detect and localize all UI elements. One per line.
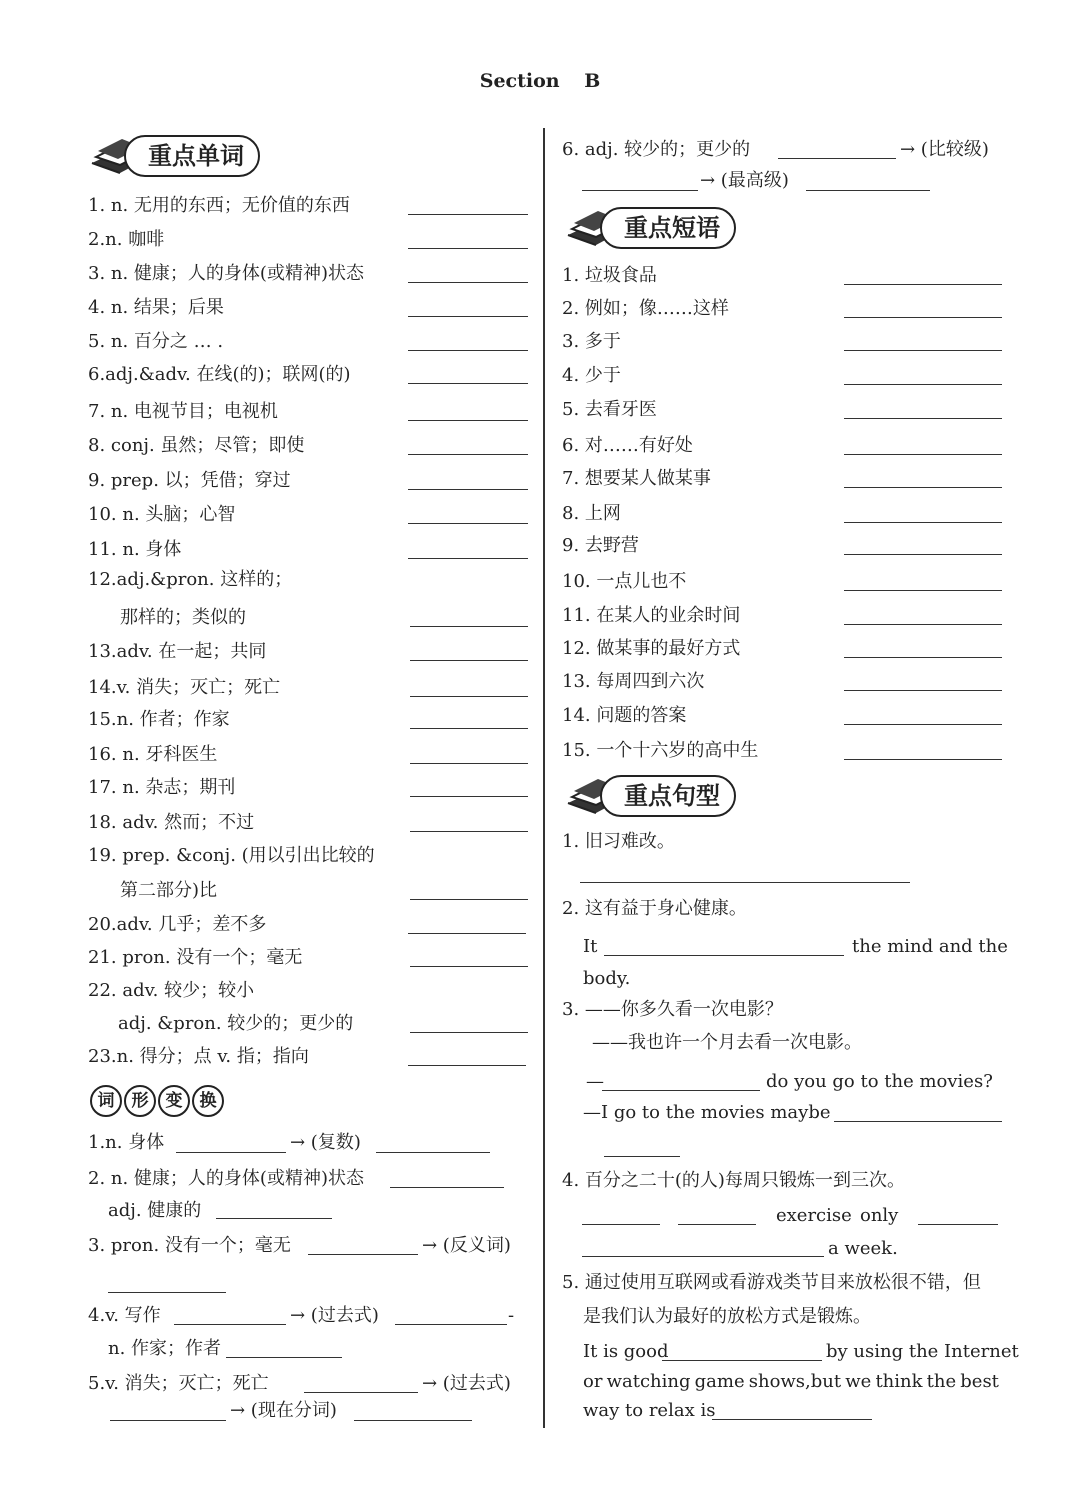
vocab-item-blank[interactable] [408, 558, 528, 559]
vocab-item-label: 7. n. 电视节目；电视机 [88, 401, 278, 422]
vocab-item-blank[interactable] [408, 214, 528, 215]
vocab-item-label: 16. n. 牙科医生 [88, 744, 218, 765]
phrase-banner [564, 205, 754, 251]
sentence-3-question: do you go to the movies? [766, 1071, 993, 1092]
transform-char: 词 [90, 1085, 122, 1117]
transform-5-blank-c[interactable] [354, 1420, 472, 1421]
vocab-item-label: 12.adj.&pron. 这样的； [88, 569, 293, 590]
sentence-2-prompt: 2. 这有益于身心健康。 [562, 898, 747, 919]
transform-4-blank-c[interactable] [226, 1357, 342, 1358]
phrase-banner-label: 重点短语 [600, 207, 736, 249]
sentence-1-blank[interactable] [580, 882, 910, 883]
vocab-item-blank[interactable] [408, 316, 528, 317]
sentence-3-answer: —I go to the movies maybe [583, 1102, 831, 1123]
vocab-item-blank[interactable] [408, 489, 528, 490]
transform-5-label: 5.v. 消失；灭亡；死亡 [88, 1373, 269, 1394]
sentence-2-body: body. [583, 968, 631, 989]
sentence-3-prompt: 3. ——你多久看一次电影？ [562, 999, 783, 1020]
transform-5-blank-a[interactable] [304, 1392, 418, 1393]
vocab-item-blank[interactable] [408, 383, 528, 384]
vocab-item-label: 6.adj.&adv. 在线(的)；联网(的) [88, 364, 351, 385]
transform-4-noun: n. 作家；作者 [108, 1338, 222, 1359]
vocab-item-blank[interactable] [410, 626, 528, 627]
vocab-item-blank[interactable] [410, 796, 528, 797]
phrase-item-blank[interactable] [844, 759, 1002, 760]
sentence-5-word: we [845, 1371, 872, 1392]
vocab-banner [88, 133, 278, 179]
sentence-4-prompt: 4. 百分之二十(的人)每周只锻炼一到三次。 [562, 1170, 905, 1191]
sentence-4-week: a week. [828, 1238, 898, 1259]
sentence-3-blank-c[interactable] [604, 1156, 680, 1157]
sentence-5-way-to-relax: way to relax is [583, 1400, 716, 1421]
phrase-item-label: 9. 去野营 [562, 535, 639, 556]
vocab-item-label: 15.n. 作者；作家 [88, 709, 230, 730]
vocab-item-blank[interactable] [410, 660, 528, 661]
vocab-item-label: 22. adv. 较少；较小 [88, 980, 255, 1001]
phrase-item-label: 2. 例如；像……这样 [562, 298, 729, 319]
vocab-item-label: 5. n. 百分之 … . [88, 331, 224, 352]
sentence-2-rest: the mind and the [852, 936, 1008, 957]
vocab-item-blank[interactable] [408, 454, 528, 455]
transform-5-blank-b[interactable] [110, 1420, 226, 1421]
phrase-item-blank[interactable] [844, 418, 1002, 419]
vocab-item-label: 3. n. 健康；人的身体(或精神)状态 [88, 263, 364, 284]
sentence-5-prompt: 5. 通过使用互联网或看游戏类节目来放松很不错，但 [562, 1272, 981, 1293]
vocab-item-label: 23.n. 得分；点 v. 指；指向 [88, 1046, 309, 1067]
vocab-item-label: 9. prep. 以；凭借；穿过 [88, 470, 291, 491]
sentence-5-blank-a[interactable] [662, 1360, 822, 1361]
vocab-item-label: adj. &pron. 较少的；更少的 [118, 1013, 354, 1034]
vocab-item-label: 11. n. 身体 [88, 539, 182, 560]
phrase-item-blank[interactable] [844, 350, 1002, 351]
sentence-4-blank-a[interactable] [582, 1224, 660, 1225]
phrase-item-blank[interactable] [844, 317, 1002, 318]
vocab-item-blank[interactable] [410, 1032, 528, 1033]
vocab-item-label: 17. n. 杂志；期刊 [88, 777, 236, 798]
phrase-item-blank[interactable] [844, 384, 1002, 385]
transform-3-arrow: → (反义词) [422, 1235, 511, 1256]
sentence-1-prompt: 1. 旧习难改。 [562, 831, 675, 852]
transform-char: 换 [192, 1085, 224, 1117]
vocab-item-blank[interactable] [408, 1065, 526, 1066]
phrase-item-blank[interactable] [844, 284, 1002, 285]
transform-2-blank-b[interactable] [216, 1218, 332, 1219]
vocab-item-label: 14.v. 消失；灭亡；死亡 [88, 677, 281, 698]
phrase-item-label: 15. 一个十六岁的高中生 [562, 740, 759, 761]
sentence-5-word: or [583, 1371, 603, 1392]
phrase-item-blank[interactable] [844, 690, 1002, 691]
phrase-item-label: 5. 去看牙医 [562, 399, 657, 420]
phrase-item-blank[interactable] [844, 724, 1002, 725]
vocab-item-label: 21. pron. 没有一个；毫无 [88, 947, 303, 968]
vocab-6-label: 6. adj. 较少的；更少的 [562, 139, 751, 160]
page-title: Section B [479, 70, 601, 92]
sentence-5-blank-b[interactable] [712, 1419, 872, 1420]
sentence-5-word: game [694, 1371, 745, 1392]
vocab-6-blank-b[interactable] [582, 190, 698, 191]
vocab-item-label: 1. n. 无用的东西；无价值的东西 [88, 195, 350, 216]
transform-1-blank-b[interactable] [376, 1152, 490, 1153]
vocab-item-label: 第二部分)比 [120, 880, 218, 901]
sentence-3-dash: — [586, 1071, 604, 1092]
transform-2-blank-a[interactable] [390, 1187, 504, 1188]
transform-3-label: 3. pron. 没有一个；毫无 [88, 1235, 291, 1256]
sentence-5-word: think [875, 1371, 923, 1392]
sentence-5-word: best [960, 1371, 999, 1392]
vocab-item-label: 13.adv. 在一起；共同 [88, 641, 267, 662]
sentence-5-it-is-good: It is good [583, 1341, 669, 1362]
phrase-item-label: 7. 想要某人做某事 [562, 468, 711, 489]
phrase-item-label: 4. 少于 [562, 365, 621, 386]
sentence-2-blank[interactable] [604, 955, 844, 956]
transform-3-blank-b[interactable] [108, 1292, 226, 1293]
vocab-item-blank[interactable] [408, 248, 528, 249]
phrase-item-blank[interactable] [844, 657, 1002, 658]
phrase-item-blank[interactable] [844, 522, 1002, 523]
transform-4-arrow: → (过去式) [290, 1305, 379, 1326]
vocab-item-blank[interactable] [410, 728, 528, 729]
phrase-item-label: 14. 问题的答案 [562, 705, 687, 726]
transform-5-arrow: → (过去式) [422, 1373, 511, 1394]
sentence-5-word: shows,but [748, 1371, 842, 1392]
transform-4-blank-b[interactable] [395, 1324, 507, 1325]
vocab-item-blank[interactable] [410, 966, 528, 967]
transform-1-label: 1.n. 身体 [88, 1132, 165, 1153]
sentence-4-blank-b[interactable] [678, 1224, 756, 1225]
transform-1-arrow: → (复数) [290, 1132, 361, 1153]
phrase-item-blank[interactable] [844, 554, 1002, 555]
transform-1-blank-a[interactable] [176, 1152, 286, 1153]
vocab-item-blank[interactable] [408, 420, 528, 421]
sentence-5-line-3 [583, 1371, 999, 1392]
sentence-5-by-using: by using the Internet [826, 1341, 1019, 1362]
sentence-4-blank-c[interactable] [918, 1224, 998, 1225]
transform-4-dash: - [508, 1305, 515, 1326]
phrase-item-label: 12. 做某事的最好方式 [562, 638, 741, 659]
vocab-item-blank[interactable] [408, 523, 528, 524]
vocab-item-blank[interactable] [410, 899, 528, 900]
sentence-3-blank-b[interactable] [834, 1121, 1002, 1122]
phrase-item-label: 8. 上网 [562, 503, 621, 524]
vocab-item-blank[interactable] [408, 350, 528, 351]
transform-4-blank-a[interactable] [174, 1324, 286, 1325]
column-divider [543, 128, 545, 1428]
sentence-4-exercise: exercise [776, 1205, 852, 1226]
vocab-6-arrow-2: → (最高级) [700, 170, 789, 191]
sentence-5-word: watching [606, 1371, 691, 1392]
vocab-item-label: 2.n. 咖啡 [88, 229, 165, 250]
transform-char: 变 [158, 1085, 190, 1117]
vocab-item-label: 10. n. 头脑；心智 [88, 504, 236, 525]
phrase-item-label: 13. 每周四到六次 [562, 671, 705, 692]
phrase-item-label: 6. 对……有好处 [562, 435, 693, 456]
vocab-item-label: 4. n. 结果；后果 [88, 297, 224, 318]
vocab-6-blank-a[interactable] [778, 158, 896, 159]
vocab-6-blank-c[interactable] [806, 190, 930, 191]
transform-2-label: 2. n. 健康；人的身体(或精神)状态 [88, 1168, 364, 1189]
sentence-5-prompt-2: 是我们认为最好的放松方式是锻炼。 [583, 1306, 871, 1327]
vocab-item-label: 20.adv. 几乎；差不多 [88, 914, 267, 935]
transform-4-label: 4.v. 写作 [88, 1305, 161, 1326]
phrase-item-blank[interactable] [844, 624, 1002, 625]
transform-char: 形 [124, 1085, 156, 1117]
phrase-item-blank[interactable] [844, 590, 1002, 591]
transform-3-blank-a[interactable] [308, 1254, 418, 1255]
phrase-item-label: 10. 一点儿也不 [562, 571, 687, 592]
phrase-item-label: 11. 在某人的业余时间 [562, 605, 741, 626]
phrase-item-blank[interactable] [844, 454, 1002, 455]
vocab-item-blank[interactable] [410, 763, 528, 764]
phrase-item-blank[interactable] [844, 487, 1002, 488]
sentence-4-blank-d[interactable] [582, 1256, 824, 1257]
vocab-item-label: 那样的；类似的 [120, 607, 246, 628]
sentence-banner [564, 773, 754, 819]
sentence-4-only: only [860, 1205, 899, 1226]
transform-banner [90, 1085, 226, 1117]
transform-2-adj: adj. 健康的 [108, 1200, 202, 1221]
sentence-3-blank-a[interactable] [602, 1090, 760, 1091]
sentence-5-word: the [926, 1371, 957, 1392]
vocab-item-blank[interactable] [408, 933, 526, 934]
sentence-2-it: It [583, 936, 598, 957]
vocab-item-label: 19. prep. &conj. (用以引出比较的 [88, 845, 375, 866]
phrase-item-label: 1. 垃圾食品 [562, 265, 657, 286]
sentence-3-reply: ——我也许一个月去看一次电影。 [592, 1032, 862, 1053]
sentence-banner-label: 重点句型 [600, 775, 736, 817]
vocab-item-blank[interactable] [410, 831, 528, 832]
transform-5-arrow-2: → (现在分词) [230, 1400, 337, 1421]
vocab-item-label: 8. conj. 虽然；尽管；即使 [88, 435, 305, 456]
vocab-item-blank[interactable] [408, 282, 528, 283]
vocab-item-label: 18. adv. 然而；不过 [88, 812, 255, 833]
vocab-item-blank[interactable] [410, 696, 528, 697]
vocab-6-arrow: → (比较级) [900, 139, 989, 160]
phrase-item-label: 3. 多于 [562, 331, 621, 352]
vocab-banner-label: 重点单词 [124, 135, 260, 177]
